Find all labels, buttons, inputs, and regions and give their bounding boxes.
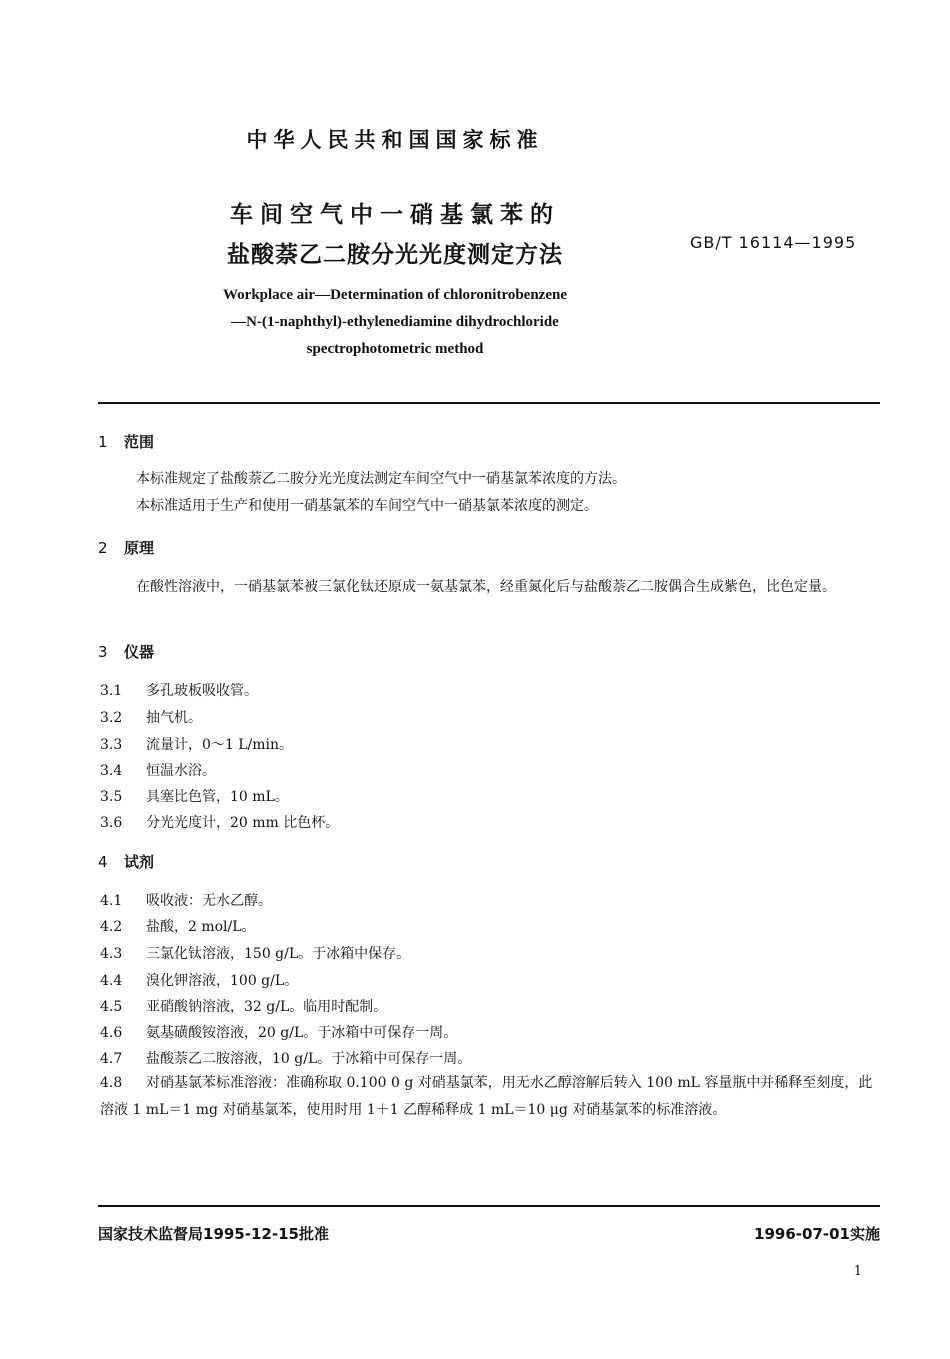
section-title: 原理	[124, 539, 155, 557]
list-item: 4.6 氨基磺酸铵溶液，20 g/L。于冰箱中可保存一周。	[100, 1025, 458, 1041]
section-number: 1	[98, 433, 108, 451]
section-1-heading	[98, 431, 154, 452]
list-item-4-8	[100, 1070, 880, 1124]
list-item: 4.2 盐酸，2 mol/L。	[100, 919, 256, 935]
list-item: 3.1 多孔玻板吸收管。	[100, 683, 258, 699]
title-cn-line1: 车间空气中一硝基氯苯的	[230, 202, 560, 228]
item-text: 对硝基氯苯标准溶液：准确称取 0.100 0 g 对硝基氯苯，用无水乙醇溶解后转入 100 mL 容量瓶中并稀释至刻度，此溶液 1 mL＝1 mg 对硝基氯苯，使用时用 1＋1 乙醇稀释成 1 mL＝10 μg 对硝基氯苯的标准溶液。	[100, 1075, 873, 1118]
section-2-paragraph-1: 在酸性溶液中，一硝基氯苯被三氯化钛还原成一氨基氯苯，经重氮化后与盐酸萘乙二胺偶合生成紫色，比色定量。	[136, 579, 836, 595]
section-number: 3	[98, 643, 108, 661]
section-2-heading	[98, 537, 154, 558]
approval-date: 国家技术监督局1995-12-15批准	[98, 1225, 329, 1243]
list-item: 4.1 吸收液：无水乙醇。	[100, 893, 272, 909]
list-item: 3.3 流量计，0～1 L/min。	[100, 737, 294, 753]
item-number: 4.8	[100, 1075, 123, 1091]
page-number: 1	[853, 1264, 862, 1279]
footer-divider	[98, 1205, 880, 1207]
list-item: 4.4 溴化钾溶液，100 g/L。	[100, 973, 299, 989]
section-1-paragraph-1: 本标准规定了盐酸萘乙二胺分光光度法测定车间空气中一硝基氯苯浓度的方法。	[136, 471, 626, 487]
standard-code: GB/T 16114—1995	[690, 233, 857, 252]
list-item: 3.2 抽气机。	[100, 710, 202, 726]
section-4-heading	[98, 851, 154, 872]
title-en-line3: spectrophotometric method	[306, 341, 484, 357]
title-en-line1: Workplace air—Determination of chloronitrobenzene	[223, 287, 567, 303]
section-number: 2	[98, 539, 108, 557]
list-item: 3.6 分光光度计，20 mm 比色杯。	[100, 815, 340, 831]
title-en-line2: —N-(1-naphthyl)-ethylenediamine dihydrochloride	[231, 314, 559, 330]
list-item: 3.5 具塞比色管，10 mL。	[100, 789, 289, 805]
list-item: 4.3 三氯化钛溶液，150 g/L。于冰箱中保存。	[100, 946, 411, 962]
title-cn-line2: 盐酸萘乙二胺分光光度测定方法	[227, 242, 563, 268]
list-item: 3.4 恒温水浴。	[100, 763, 216, 779]
section-title: 范围	[124, 433, 155, 451]
section-title: 试剂	[124, 853, 155, 871]
section-1-paragraph-2: 本标准适用于生产和使用一硝基氯苯的车间空气中一硝基氯苯浓度的测定。	[136, 498, 598, 514]
section-number: 4	[98, 853, 108, 871]
section-3-heading	[98, 641, 154, 662]
implementation-date: 1996-07-01实施	[754, 1225, 880, 1243]
list-item: 4.5 亚硝酸钠溶液，32 g/L。临用时配制。	[100, 999, 388, 1015]
header-divider	[98, 402, 880, 404]
national-standard-heading: 中华人民共和国国家标准	[246, 128, 544, 152]
list-item: 4.7 盐酸萘乙二胺溶液，10 g/L。于冰箱中可保存一周。	[100, 1051, 472, 1067]
section-title: 仪器	[124, 643, 155, 661]
